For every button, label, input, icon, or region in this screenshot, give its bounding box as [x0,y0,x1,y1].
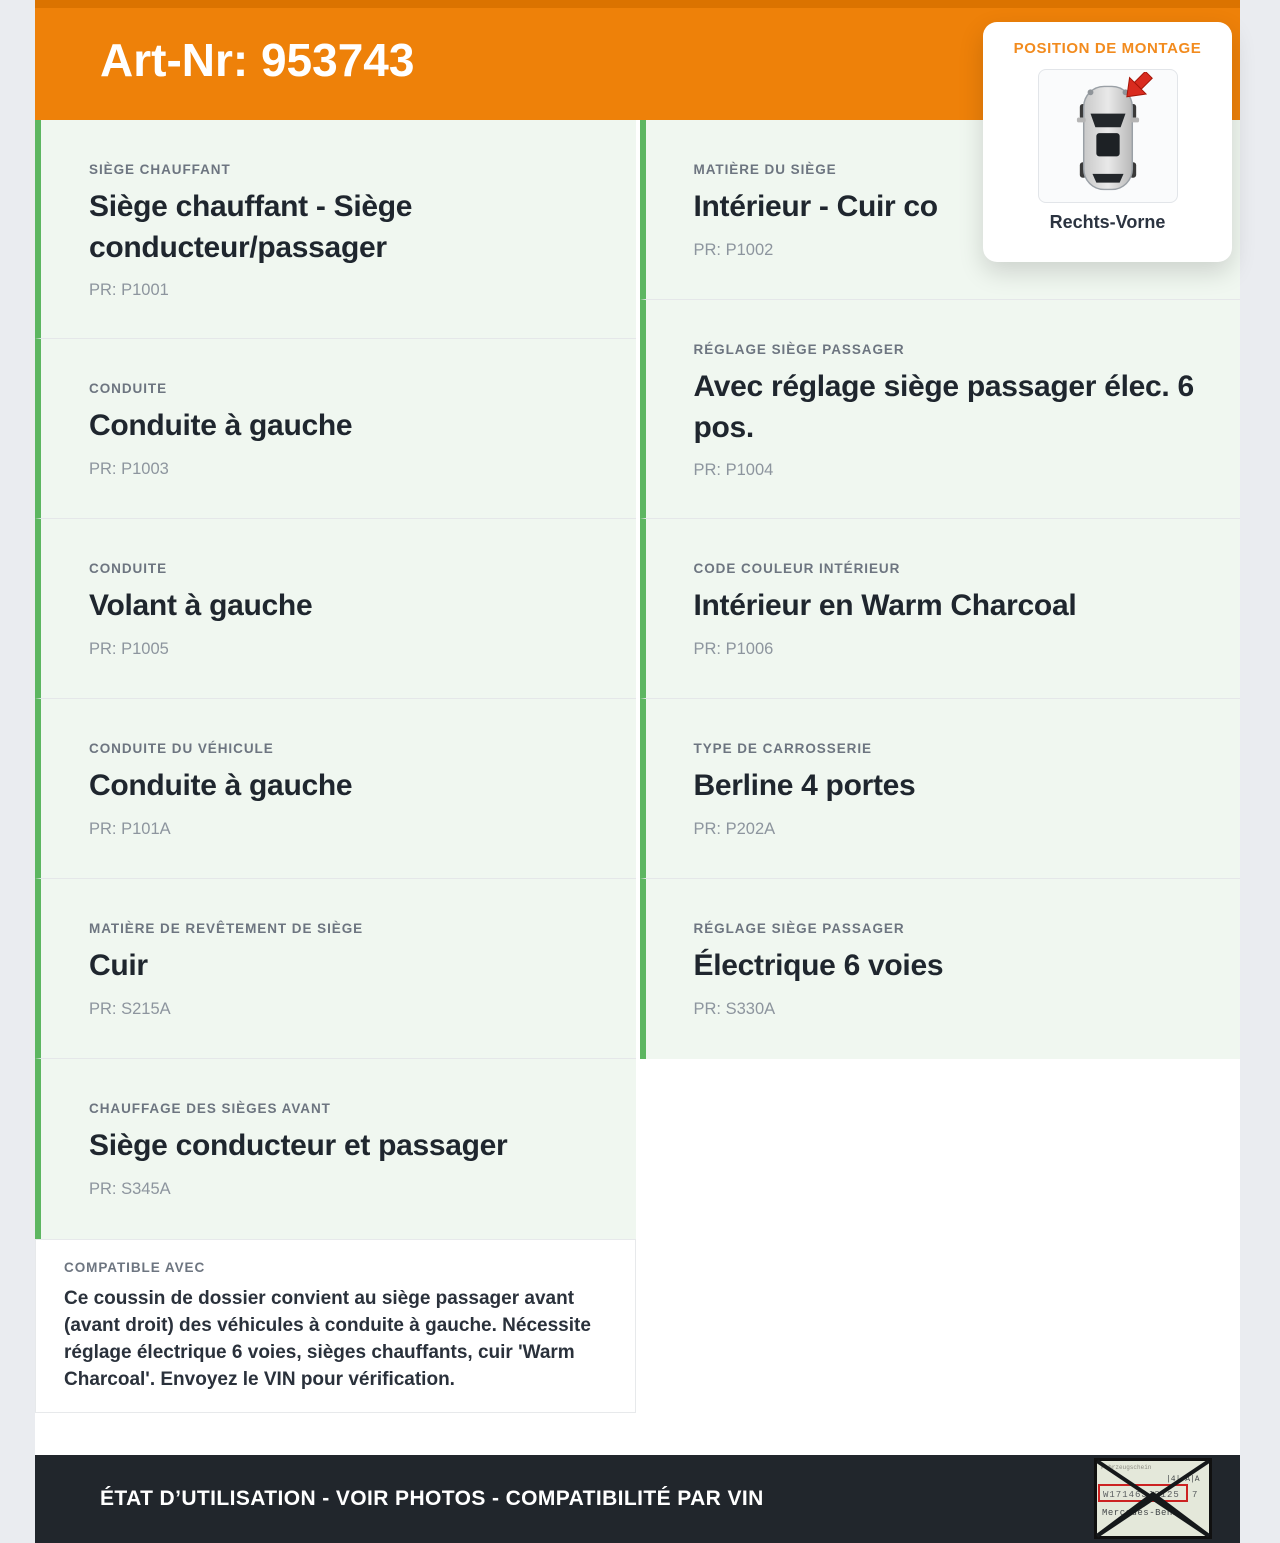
attribute-label: CONDUITE DU VÉHICULE [89,741,274,756]
attribute-pr-code: PR: S330A [693,999,776,1018]
car-top-view-icon [1040,72,1176,200]
attribute-value: Avec réglage siège passager élec. 6 pos. [693,370,1194,444]
listing-page [35,0,1240,1543]
compatibility-label: COMPATIBLE AVEC [64,1260,206,1275]
attribute-card [35,120,636,339]
attribute-label: CONDUITE [89,561,168,576]
attribute-value: Électrique 6 voies [693,949,944,982]
attribute-label: RÉGLAGE SIÈGE PASSAGER [693,921,905,936]
attribute-card [35,699,636,879]
attribute-pr-code: PR: P1002 [693,240,774,259]
attribute-card [35,1059,636,1239]
attribute-label: CODE COULEUR INTÉRIEUR [693,561,901,576]
compatibility-box [35,1239,636,1413]
attribute-value: Intérieur - Cuir co [693,190,938,223]
stamp-doc-title: Fahrzeugschein [1101,1464,1152,1471]
footer-text: ÉTAT D’UTILISATION - VOIR PHOTOS - COMPATIBILITÉ PAR VIN [100,1487,764,1510]
attribute-value: Cuir [89,949,148,982]
attribute-label: RÉGLAGE SIÈGE PASSAGER [693,342,905,357]
attribute-column-left [35,120,636,1239]
attribute-label: TYPE DE CARROSSERIE [693,741,872,756]
stamp-top-right-text: |4| A|A [1166,1475,1200,1484]
attribute-card [35,519,636,699]
attribute-label: CONDUITE [89,381,168,396]
attribute-card [640,879,1241,1059]
attribute-value: Conduite à gauche [89,769,353,802]
attribute-label: MATIÈRE DU SIÈGE [693,162,837,177]
attribute-card [640,300,1241,519]
attribute-value: Volant à gauche [89,589,313,622]
attribute-value: Siège conducteur et passager [89,1129,508,1162]
attribute-card [640,699,1241,879]
mounting-position-title: POSITION DE MONTAGE [1013,40,1202,57]
compatibility-text: Ce coussin de dossier convient au siège passager avant (avant droit) des véhicules à conduite à gauche. Nécessite réglage électrique 6 voies, sièges chauffants, cuir 'Warm Charcoal'. Envoyez le VIN pour vérification. [64,1288,591,1391]
attribute-card [35,339,636,519]
attribute-pr-code: PR: P1001 [89,281,169,299]
attribute-value: Intérieur en Warm Charcoal [693,589,1077,622]
attribute-label: CHAUFFAGE DES SIÈGES AVANT [89,1101,331,1116]
mounting-position-label: Rechts-Vorne [1049,212,1166,232]
stamp-vin-suffix: 7 [1192,1490,1198,1500]
attribute-pr-code: PR: P1003 [89,459,169,478]
mounting-position-card [983,22,1232,262]
attribute-label: MATIÈRE DE REVÊTEMENT DE SIÈGE [89,921,364,936]
attribute-pr-code: PR: P101A [89,819,171,838]
registration-document-stamp-icon [1094,1458,1212,1539]
main-content [35,120,1240,1455]
footer-bar [35,1455,1240,1543]
mounting-position-image-box [1038,69,1178,203]
attribute-pr-code: PR: P1005 [89,639,169,658]
attribute-value: Berline 4 portes [693,769,916,802]
attribute-grid [35,120,1240,1239]
attribute-pr-code: PR: P1006 [693,639,774,658]
page-title: Art-Nr: 953743 [100,34,415,86]
stamp-vin-text: W171463J3125 [1103,1490,1180,1500]
attribute-pr-code: PR: S215A [89,999,171,1018]
attribute-value: Siège chauffant - Siège conducteur/passager [89,190,413,264]
attribute-label: SIÈGE CHAUFFANT [89,162,231,177]
attribute-pr-code: PR: P202A [693,819,776,838]
attribute-card [640,519,1241,699]
stamp-brand-text: Mercedes-Benz [1102,1508,1179,1518]
attribute-card [35,879,636,1059]
attribute-pr-code: PR: P1004 [693,461,774,479]
attribute-pr-code: PR: S345A [89,1179,171,1198]
attribute-value: Conduite à gauche [89,409,353,442]
